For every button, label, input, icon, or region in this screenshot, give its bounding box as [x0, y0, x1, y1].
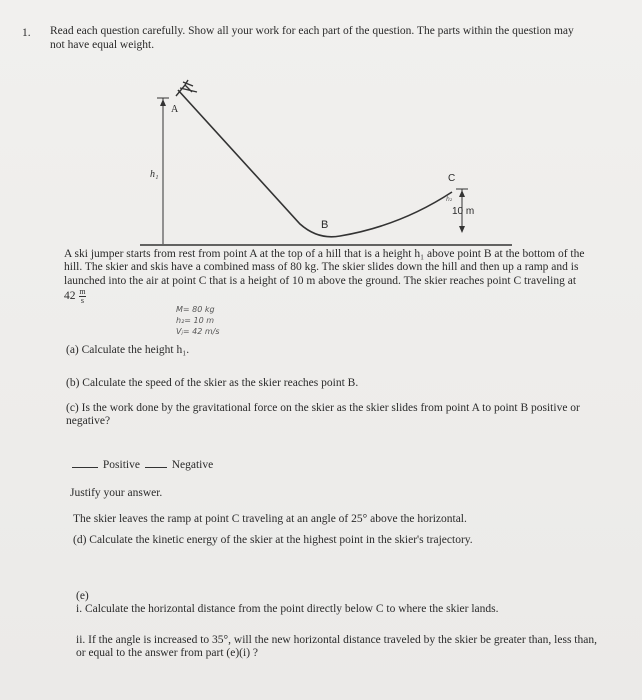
note-height: h₂= 10 m: [176, 316, 215, 325]
problem-line-2: hill. The skier and skis have a combined mass of 80 kg. The skier slides down the hill and then up a ramp and is: [64, 261, 579, 273]
hill-curve: [178, 90, 452, 237]
h2-arrow-head-top: [459, 190, 465, 197]
part-d: (d) Calculate the kinetic energy of the skier at the highest point in the skier's trajectory.: [73, 534, 473, 546]
answer-options-row: [70, 458, 213, 472]
note-velocity: Vⱼ= 42 m/s: [176, 327, 220, 336]
part-b: (b) Calculate the speed of the skier as the skier reaches point B.: [66, 377, 359, 389]
h1-label: h₁: [150, 169, 159, 180]
part-e-i: i. Calculate the horizontal distance from the point directly below C to where the skier lands.: [76, 603, 499, 615]
h2-arrow-head-bottom: [459, 226, 465, 233]
point-b-label: B: [321, 219, 329, 231]
instructions-line-2: not have equal weight.: [50, 39, 155, 51]
negative-blank[interactable]: [145, 467, 167, 468]
note-mass: M= 80 kg: [176, 305, 215, 314]
positive-blank[interactable]: [72, 467, 98, 468]
part-e: (e): [76, 590, 89, 602]
ten-meter-label: 10 m: [452, 206, 475, 217]
justify-prompt: Justify your answer.: [70, 487, 163, 499]
part-c-line-2: negative?: [66, 415, 111, 427]
speed-unit-numerator: m: [79, 287, 86, 296]
option-positive: Positive: [102, 459, 140, 471]
skier-figure: [176, 80, 197, 96]
speed-number: 42: [64, 290, 76, 303]
part-e-ii-line-2: or equal to the answer from part (e)(i) ?: [76, 647, 259, 659]
point-a-label: A: [171, 104, 179, 115]
problem-line-3: launched into the air at point C that is a height of 10 m above the ground. The skier reaches point C traveling at: [64, 275, 577, 287]
instructions-line-1: Read each question carefully. Show all your work for each part of the question. The parts within the question may: [50, 25, 574, 37]
part-c-line-1: (c) Is the work done by the gravitational force on the skier as the skier slides from point A to point B positive or: [66, 402, 580, 414]
option-negative: Negative: [171, 459, 214, 471]
part-e-ii-line-1: ii. If the angle is increased to 35°, will the new horizontal distance traveled by the skier be greater than, less than,: [76, 634, 597, 646]
h1-arrow-head: [160, 99, 166, 106]
question-number: 1.: [22, 27, 31, 39]
h2-label: h₂: [446, 196, 453, 203]
problem-line-1: A ski jumper starts from rest from point A at the top of a hill that is a height h₁ above point B at the bottom of the: [64, 248, 585, 260]
speed-unit: [79, 288, 85, 305]
point-c-label: C: [448, 173, 456, 184]
speed-value: [64, 288, 86, 305]
launch-info: The skier leaves the ramp at point C traveling at an angle of 25° above the horizontal.: [73, 513, 467, 525]
part-a: (a) Calculate the height h₁.: [66, 344, 190, 356]
speed-unit-denominator: s: [80, 296, 85, 305]
